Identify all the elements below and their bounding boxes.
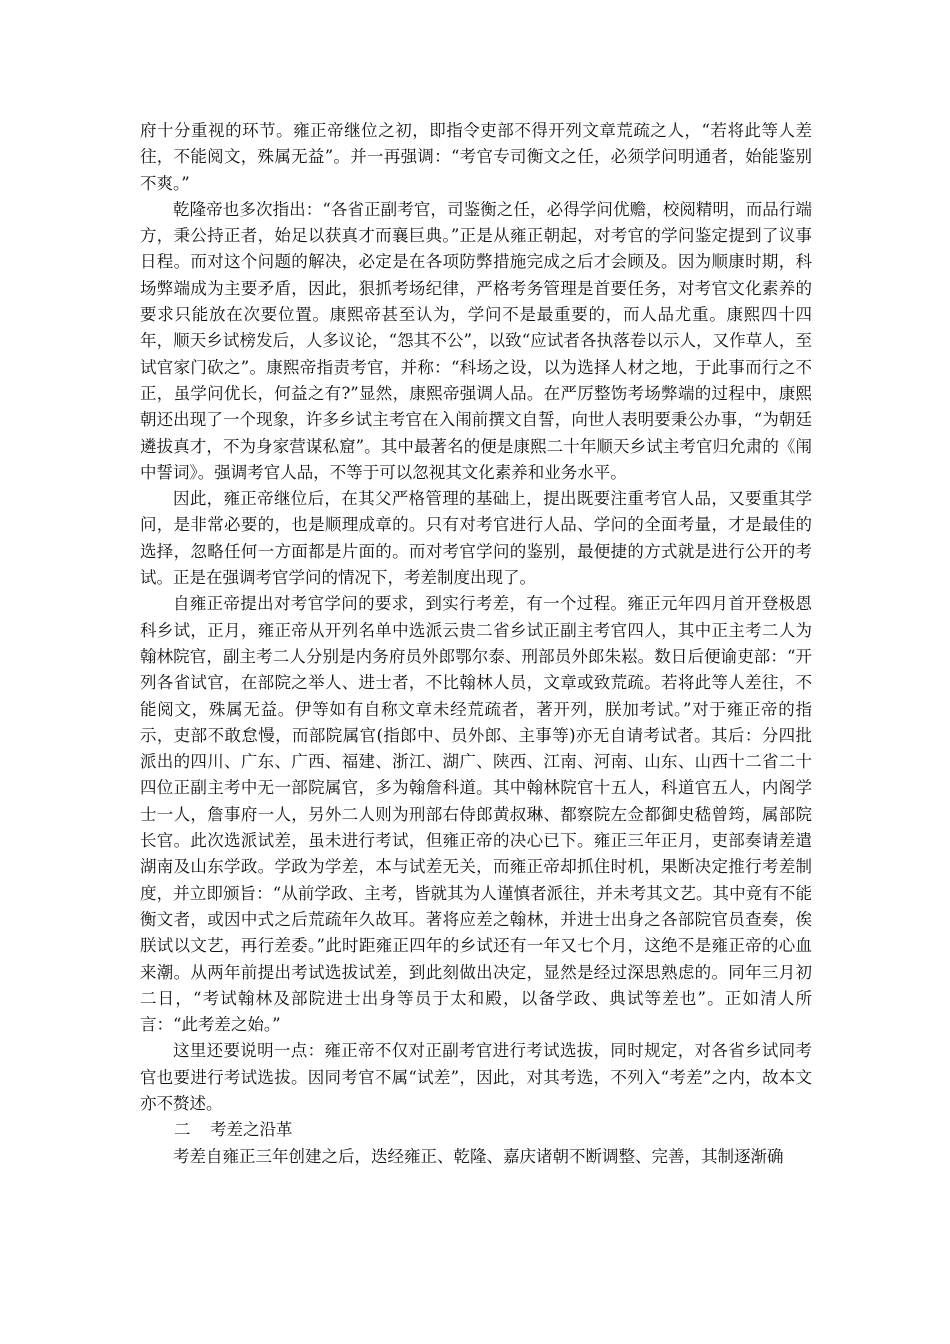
section-number: 二 xyxy=(174,1120,191,1140)
paragraph-note: 这里还要说明一点：雍正帝不仅对正副考官进行考试选拔，同时规定，对各省乡试同考官也要进行考试选拔。因同考官不属“试差”，因此，对其考选，不列入“考差”之内，故本文亦不赘述。 xyxy=(140,1041,812,1113)
section-title: 考差之沿革 xyxy=(210,1120,293,1140)
section-heading xyxy=(140,1117,812,1143)
paragraph-continuation: 府十分重视的环节。雍正帝继位之初，即指令吏部不得开列文章荒疏之人，“若将此等人差往，不能阅文，殊属无益”。并一再强调：“考官专司衡文之任，必须学问明通者，始能鉴别不爽。” xyxy=(140,121,812,193)
paragraph-qianlong: 乾隆帝也多次指出：“各省正副考官，司鉴衡之任，必得学问优赡，校阅精明，而品行端方，秉公持正者，始足以获真才而襄巨典。”正是从雍正朝起，对考官的学问鉴定提到了议事日程。而对这个问题的解决，必定是在各项防弊措施完成之后才会顾及。因为顺康时期，科场弊端成为主要矛盾，因此，狠抓考场纪律，严格考务管理是首要任务，对考官文化素养的要求只能放在次要位置。康熙帝甚至认为，学问不是最重要的，而人品尤重。康熙四十四年，顺天乡试榜发后，人多议论，“怨其不公”，以致“应试者各执落卷以示人，又作草人，至试官家门砍之”。康熙帝指责考官，并称：“科场之设，以为选择人材之地，于此事而行之不正，虽学问优长，何益之有?”显然，康熙帝强调人品。在严厉整饬考场弊端的过程中，康熙朝还出现了一个现象，许多乡试主考官在入闱前撰文自誓，向世人表明要秉公办事，“为朝廷遴拔真才，不为身家营谋私窟”。其中最著名的便是康熙二十年顺天乡试主考官归允肃的《闱中誓词》。强调考官人品，不等于可以忽视其文化素养和业务水平。 xyxy=(140,199,812,482)
paragraph-kaocha-origin: 自雍正帝提出对考官学问的要求，到实行考差，有一个过程。雍正元年四月首开登极恩科乡试，正月，雍正帝从开列名单中选派云贵二省乡试正副主考官四人，其中正主考二人为翰林院官，副主考二人分别是内务府员外郎鄂尔泰、刑部员外郎朱崧。数日后便谕吏部：“开列各省试官，在部院之举人、进士者，不比翰林人员，文章或致荒疏。若将此等人差往，不能阅文，殊属无益。伊等如有自称文章未经荒疏者，著开列，朕加考试。”对于雍正帝的指示，吏部不敢怠慢，而部院属官(指郎中、员外郎、主事等)亦无自请考试者。其后：分四批派出的四川、广东、广西、福建、浙江、湖广、陕西、江南、河南、山东、山西十二省二十四位正副主考中无一部院属官，多为翰詹科道。其中翰林院官十五人，科道官五人，内阁学士一人，詹事府一人，另外二人则为刑部右侍郎黄叔琳、都察院左佥都御史嵇曾筠，属部院长官。此次选派试差，虽未进行考试，但雍正帝的决心已下。雍正三年正月，吏部奏请差遣湖南及山东学政。学政为学差，本与试差无关，而雍正帝却抓住时机，果断决定推行考差制度，并立即颁旨：“从前学政、主考，皆就其为人谨慎者派往，并未考其文艺。其中竟有不能衡文者，或因中式之后荒疏年久故耳。著将应差之翰林，并进士出身之各部院官员查奏，俟朕试以文艺，再行差委。”此时距雍正四年的乡试还有一年又七个月，这绝不是雍正帝的心血来潮。从两年前提出考试选拔试差，到此刻做出决定，显然是经过深思熟虑的。同年三月初二日，“考试翰林及部院进士出身等员于太和殿，以备学政、典试等差也”。正如清人所言：“此考差之始。” xyxy=(140,594,812,1035)
paragraph-evolution: 考差自雍正三年创建之后，迭经雍正、乾隆、嘉庆诸朝不断调整、完善，其制逐渐确 xyxy=(173,1146,784,1166)
paragraph-yongzheng-succession: 因此，雍正帝继位后，在其父严格管理的基础上，提出既要注重考官人品，又要重其学问，是非常必要的，也是顺理成章的。只有对考官进行人品、学问的全面考量，才是最佳的选择，忽略任何一方面都是片面的。而对考官学问的鉴别，最便捷的方式就是进行公开的考试。正是在强调考官学问的情况下，考差制度出现了。 xyxy=(140,489,812,588)
document-body xyxy=(140,118,812,1170)
